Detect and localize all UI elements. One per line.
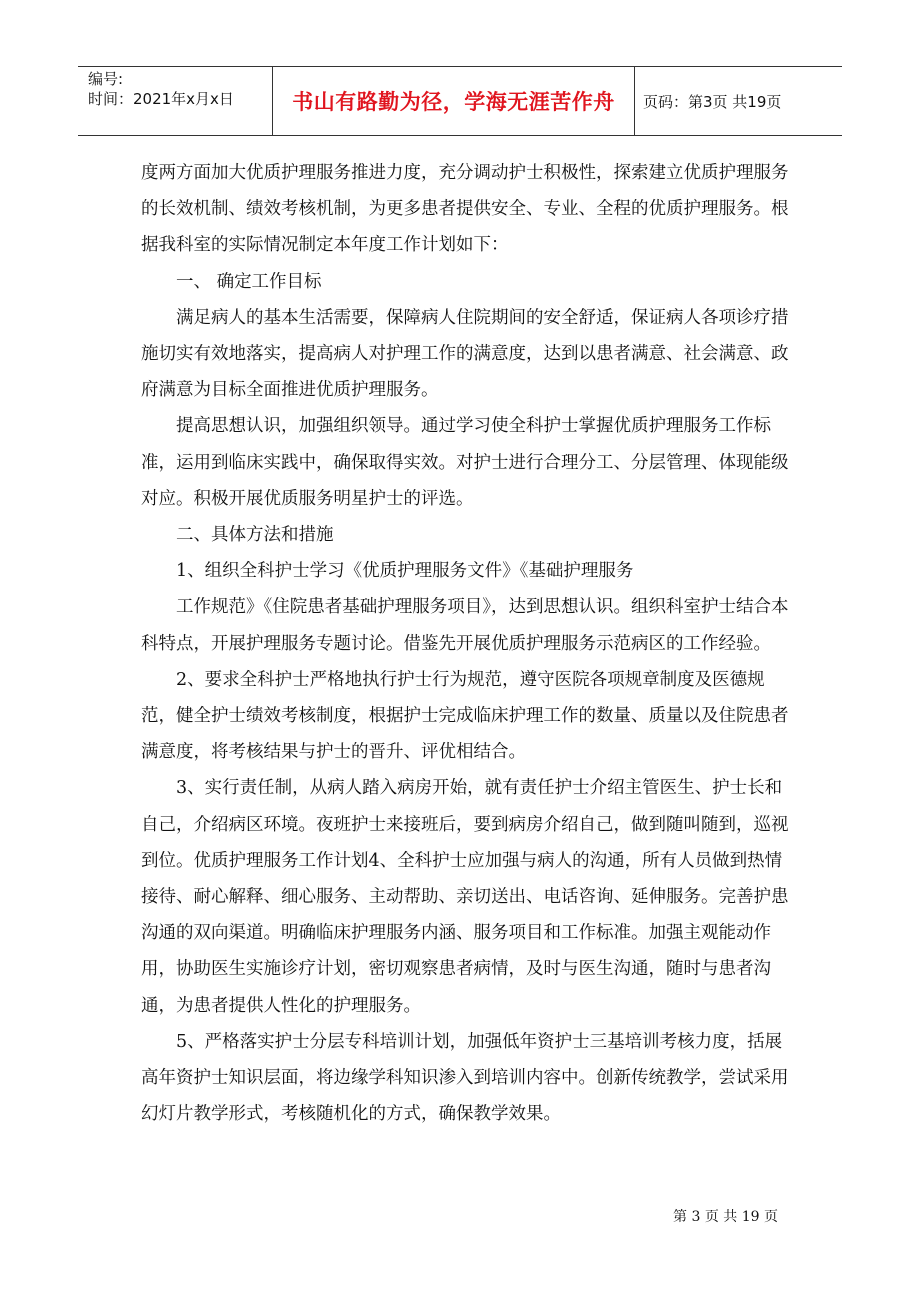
paragraph: 3、实行责任制，从病人踏入病房开始，就有责任护士介绍主管医生、护士长和自己，介绍病区环境。夜班护士来接班后，要到病房介绍自己，做到随叫随到，巡视到位。优质护理服务工作计划4、全科护士应加强与病人的沟通，所有人员做到热情接待、耐心解释、细心服务、主动帮助、亲切送出、电话咨询、延伸服务。完善护患沟通的双向渠道。明确临床护理服务内涵、服务项目和工作标准。加强主观能动作用，协助医生实施诊疗计划，密切观察患者病情，及时与医生沟通，随时与患者沟通，为患者提供人性化的护理服务。 <box>141 778 789 1016</box>
paragraph: 5、严格落实护士分层专科培训计划，加强低年资护士三基培训考核力度，括展高年资护士知识层面，将边缘学科知识渗入到培训内容中。创新传统教学，尝试采用幻灯片教学形式，考核随机化的方式，确保教学效果。 <box>141 1031 789 1125</box>
header-page-info: 页码：第3页 共19页 <box>643 92 782 111</box>
header-meta <box>78 67 273 135</box>
paragraph: 度两方面加大优质护理服务推进力度，充分调动护士积极性，探索建立优质护理服务的长效机制、绩效考核机制，为更多患者提供安全、专业、全程的优质护理服务。根据我科室的实际情况制定本年度工作计划如下： <box>141 163 789 256</box>
document-code-label: 编号: <box>88 70 124 88</box>
page-header <box>78 66 842 136</box>
paragraph: 工作规范》《住院患者基础护理服务项目》，达到思想认识。组织科室护士结合本科特点，开展护理服务专题讨论。借鉴先开展优质护理服务示范病区的工作经验。 <box>141 597 789 654</box>
page-footer: 第 3 页 共 19 页 <box>673 1209 778 1225</box>
section-heading: 二、具体方法和措施 <box>176 525 334 546</box>
header-motto: 书山有路勤为径，学海无涯苦作舟 <box>273 67 635 135</box>
paragraph: 1、组织全科护士学习《优质护理服务文件》《基础护理服务 <box>176 561 634 582</box>
document-date: 时间：2021年x月x日 <box>88 90 234 108</box>
document-body <box>141 155 791 1132</box>
paragraph: 提高思想认识，加强组织领导。通过学习使全科护士掌握优质护理服务工作标准，运用到临床实践中，确保取得实效。对护士进行合理分工、分层管理、体现能级对应。积极开展优质服务明星护士的评选。 <box>141 416 789 509</box>
section-heading: 一、 确定工作目标 <box>176 271 322 292</box>
paragraph: 满足病人的基本生活需要，保障病人住院期间的安全舒适，保证病人各项诊疗措施切实有效地落实，提高病人对护理工作的满意度，达到以患者满意、社会满意、政府满意为目标全面推进优质护理服务。 <box>141 307 789 401</box>
paragraph: 2、要求全科护士严格地执行护士行为规范，遵守医院各项规章制度及医德规范，健全护士绩效考核制度，根据护士完成临床护理工作的数量、质量以及住院患者满意度，将考核结果与护士的晋升、评优相结合。 <box>141 669 789 763</box>
